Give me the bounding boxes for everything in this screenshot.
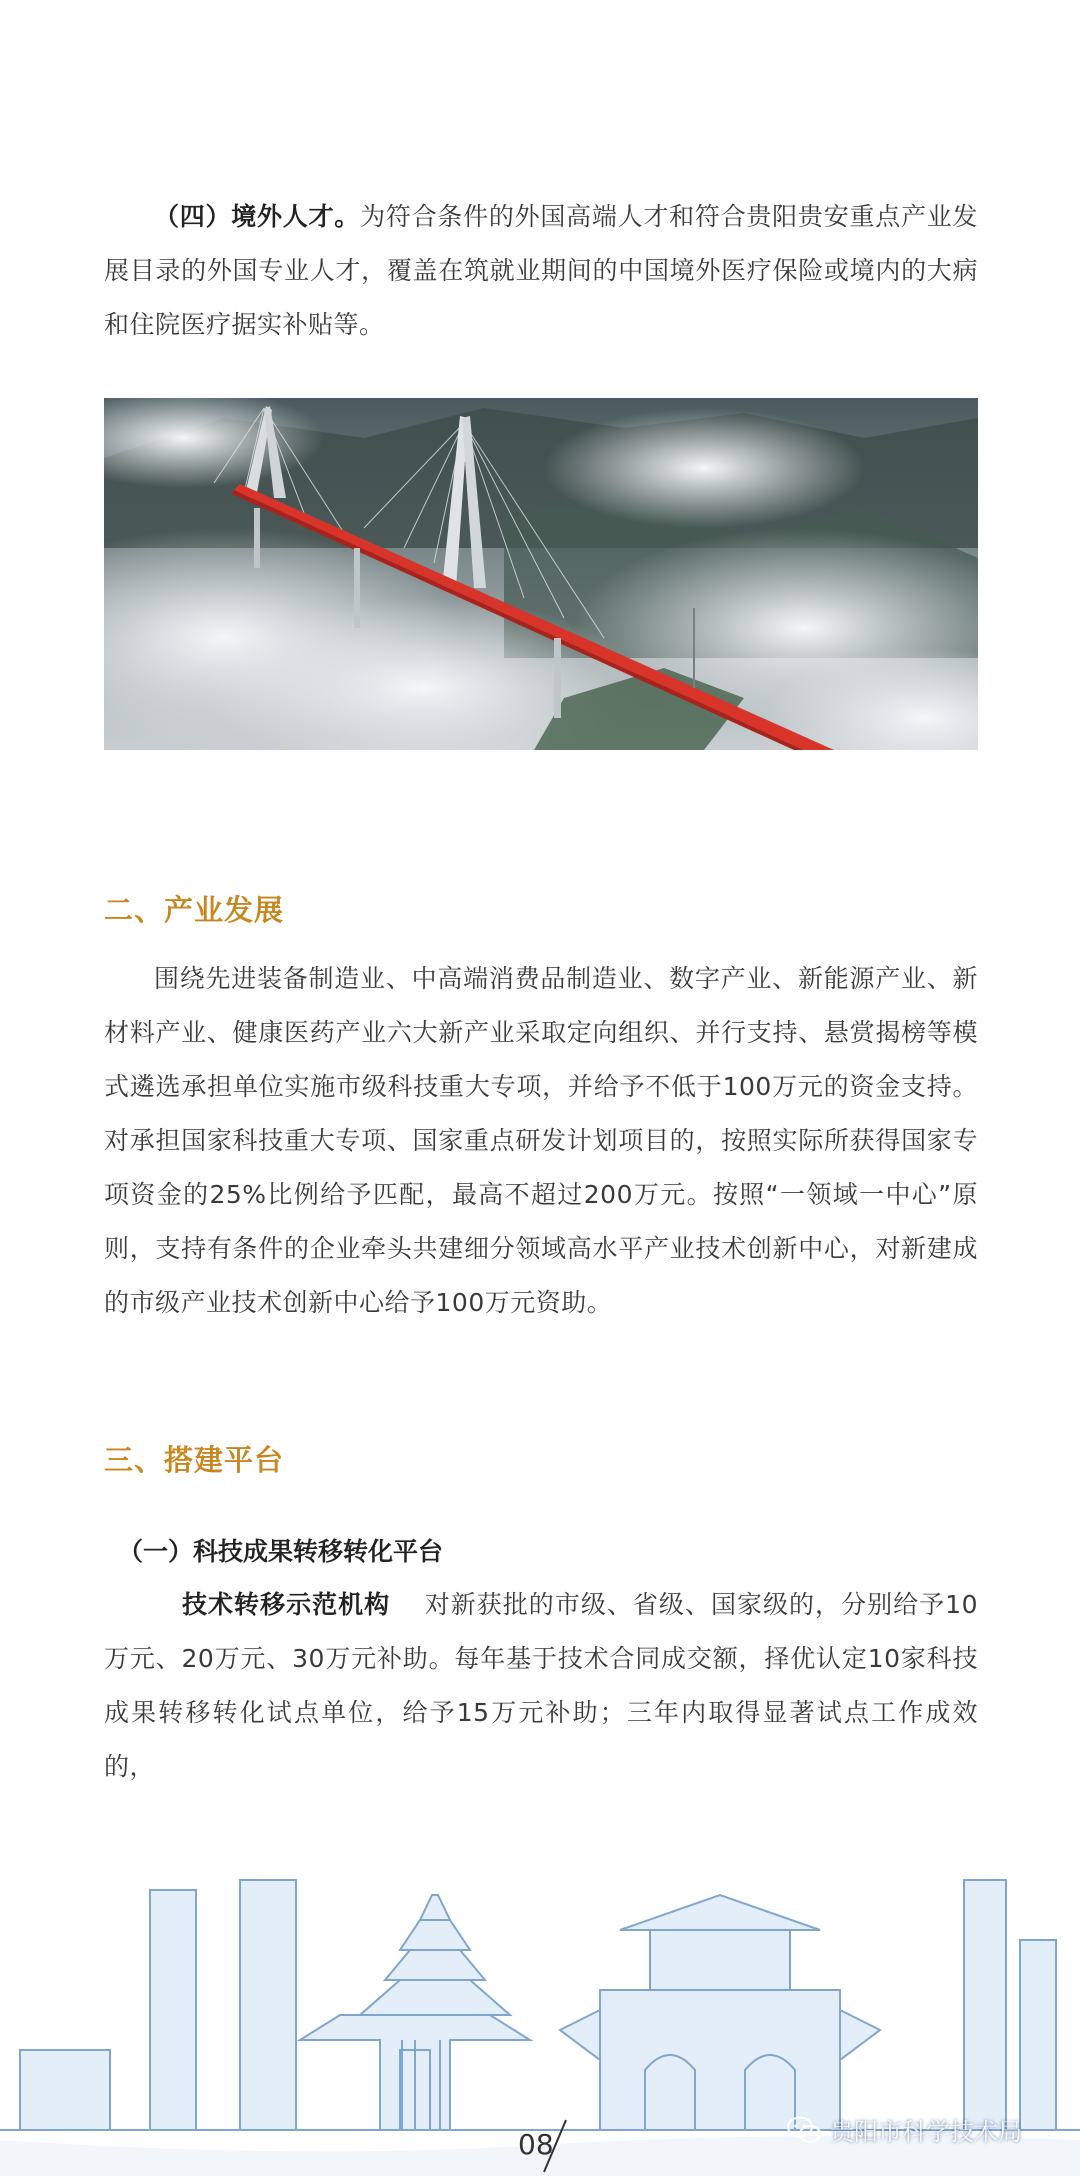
page-number: 08 [518,2128,554,2161]
platform-subheading: （一）科技成果转移转化平台 [118,1537,444,1566]
platform-lead: 技术转移示范机构 [182,1590,391,1619]
platform-heading: 三、搭建平台 [104,1443,285,1477]
page-slash-divider [540,2118,570,2174]
wechat-icon [786,2115,822,2145]
talent-paragraph [104,190,978,352]
talent-text: 为符合条件的外国高端人才和符合贵阳贵安重点产业发展目录的外国专业人才，覆盖在筑就业期间的中国境外医疗保险或境内的大病和住院医疗据实补贴等。 [104,202,978,339]
bridge-photo [104,398,978,750]
platform-text: 对新获批的市级、省级、国家级的，分别给予10万元、20万元、30万元补助。每年基于技术合同成交额，择优认定10家科技成果转移转化试点单位，给予15万元补助；三年内取得显著试点工作成效的， [104,1590,978,1781]
account-name: 贵阳市科学技术局 [830,2118,1022,2146]
talent-lead: （四）境外人才。 [154,202,361,231]
account-watermark [786,2112,1022,2147]
industry-paragraph: 围绕先进装备制造业、中高端消费品制造业、数字产业、新能源产业、新材料产业、健康医药产业六大新产业采取定向组织、并行支持、悬赏揭榜等模式遴选承担单位实施市级科技重大专项，并给予不低于100万元的资金支持。对承担国家科技重大专项、国家重点研发计划项目的，按照实际所获得国家专项资金的25%比例给予匹配，最高不超过200万元。按照“一领域一中心”原则，支持有条件的企业牵头共建细分领域高水平产业技术创新中心，对新建成的市级产业技术创新中心给予100万元资助。 [104,964,978,1317]
platform-paragraph [104,1578,978,1794]
industry-heading: 二、产业发展 [104,893,285,927]
